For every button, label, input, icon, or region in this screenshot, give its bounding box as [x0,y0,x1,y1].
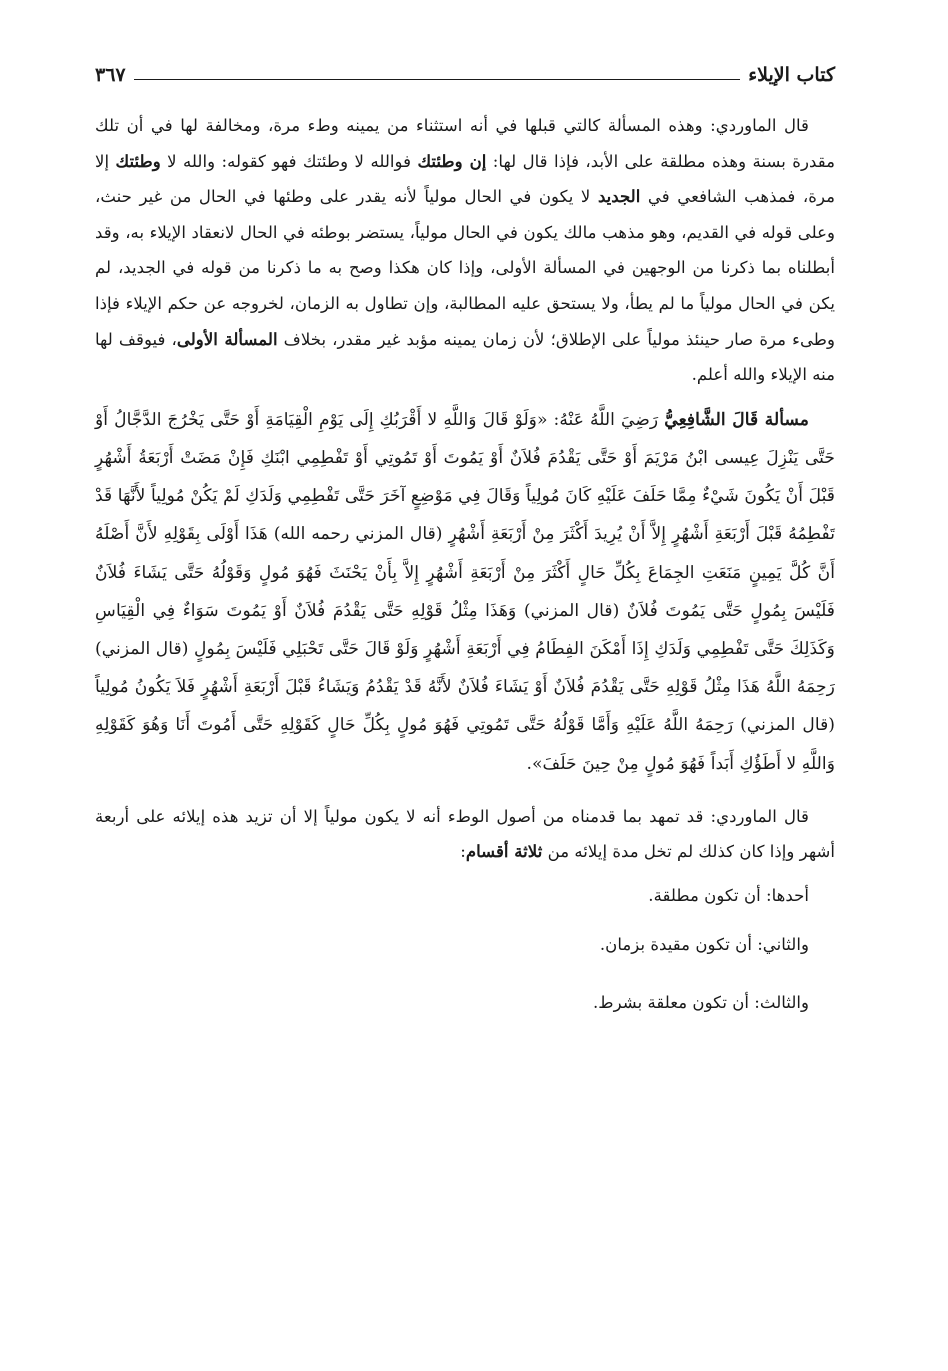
para1-mid-1: فوالله لا وطئتك فهو كقوله: والله لا [167,151,412,171]
item-text-second: : أن تكون مقيدة بزمان. [599,934,763,954]
para1-lead: قال الماوردي: وهذه المسألة كالتي قبلها في أنه استثناء من يمينه وطء مرة، ومخالفة لها في أن تلك مقدرة بسنة وهذه مطلقة على الأبد، فإذا قال لها: [95,116,835,171]
para3-lead: قال الماوردي: قد تمهد بما قدمناه من أصول الوطء أنه لا يكون مولياً إلا أن تزيد هذه إيلائه على أربعة أشهر وإذا كان كذلك لم تخل مدة إيلائه من [95,806,835,862]
para3-tail: : [460,842,466,862]
list-item [95,932,835,958]
item-label-first: أحدها [771,885,809,905]
book-title: كتاب الإيلاء [748,64,835,86]
item-text-first: : أن تكون مطلقة. [648,885,772,905]
paragraph-mawardi-1 [95,108,835,393]
para1-rest: لا يكون في الحال مولياً لأنه يقدر على وطئها في الحال من غير حنث، وعلى قوله في القديم، وهو مذهب مالك يكون في الحال مولياً، يستضر بوطئه في الحال لانعقاد الإيلاء به، وقد أبطلناه بما ذكرنا من الوجهين في المسألة الأولى، وإذا كان هكذا وصح به ما ذكرنا من قوله في الجديد، لم يكن في الحال مولياً ما لم يطأ، ولا يستحق عليه المطالبة، وإن تطاول به الزمان، لخروجه عن حكم الإيلاء فإذا وطىء مرة صار حينئذ مولياً على الإطلاق؛ لأن زمان يمينه مؤبد غير مقدر، بخلاف [95,187,835,349]
paragraph-mawardi-2 [95,799,835,870]
para1-bold-2: وطئتك [115,150,161,171]
para1-tail: ، فيوقف لها منه الإيلاء والله أعلم. [95,329,835,385]
issue-heading: مسألة قَالَ الشَّافِعِيُّ [664,409,809,430]
para3-bold: ثلاثة أقسام [465,841,543,862]
list-item [95,883,835,909]
paragraph-shafii-issue [95,401,835,783]
running-header [95,58,835,92]
para1-bold-4: المسألة الأولى [176,328,278,349]
document-page [95,58,835,1318]
issue-text: رَضِيَ اللَّهُ عَنْهُ: «وَلَوْ قَالَ وَاللَّهِ لا أَقْرَبُكِ إِلَى يَوْمِ الْقِيَامَةِ أَوْ حَتَّى يَخْرُجَ الدَّجَّالُ أَوْ حَتَّى يَنْزِلَ عِيسى ابْنُ مَرْيَمَ أَوْ حَتَّى يَقْدُمَ فُلاَنٌ أَوْ يَمُوتَ أَوْ تَمُوتِي أَوْ تَفْطِمِي ابْنَكِ فَإِنْ مَضَتْ أَرْبَعَةُ أَشْهُرٍ قَبْلَ أَنْ يَكُونَ شَيْءٌ مِمَّا حَلَفَ عَلَيْهِ كَانَ مُولِياً وَقَالَ فِي مَوْضِعٍ آخَرَ حَتَّى تَفْطِمِي وَلَدَكِ لَمْ يَكُنْ مُولِياً لأَنَّهَا قَدْ تَفْطِمُهُ قَبْلَ أَرْبَعَةِ أَشْهُرٍ إِلاَّ أَنْ يُرِيدَ أَكْثَرَ مِنْ أَرْبَعَةِ أَشْهُرٍ (قال المزني رحمه الله) هَذَا أَوْلَى بِقَوْلِهِ لأَنَّ أَصْلَهُ أَنَّ كُلَّ يَمِينٍ مَنَعَتِ الجِمَاعَ بِكُلِّ حَالٍ أَكْثَرَ مِنْ أَرْبَعَةِ أَشْهُرٍ إِلاَّ بِأَنْ يَحْنَثَ فَهُوَ مُولٍ وَقَوْلُهُ حَتَّى يَشَاءَ فُلاَنٌ فَلَيْسَ بِمُولٍ حَتَّى يَمُوتَ فُلاَنٌ (قال المزني) وَهَذَا مِثْلُ قَوْلِهِ حَتَّى يَقْدُمَ فُلاَنٌ أَوْ يَمُوتَ سَوَاءٌ فِي الْقِيَاسِ وَكَذَلِكَ حَتَّى تَفْطِمِي وَلَدَكِ إِذَا أَمْكَنَ الفِطَامُ فِي أَرْبَعَةِ أَشْهُرٍ وَلَوْ قَالَ حَتَّى تَحْبَلِي فَلَيْسَ بِمُولٍ (قال المزني) رَحِمَهُ اللَّهُ هَذَا مِثْلُ قَوْلِهِ حَتَّى يَقْدُمَ فُلاَنٌ أَوْ يَشَاءَ فُلاَنٌ لأَنَّهُ قَدْ يَقْدُمُ وَيَشَاءُ قَبْلَ أَرْبَعَةِ أَشْهُرٍ فَلاَ يَكُونُ مُولِياً (قال المزني) رَحِمَهُ اللَّهُ عَلَيْهِ وَأَمَّا قَوْلُهُ حَتَّى تَمُوتِي فَهُوَ مُولٍ بِكُلِّ حَالٍ كَقَوْلِهِ حَتَّى أَمُوتَ أَنَا وَهُوَ كَقَوْلِهِ وَاللَّهِ لا أَطَؤُكِ أَبَداً فَهُوَ مُولٍ مِنْ حِينَ حَلَفَ». [95,409,835,774]
header-rule [134,79,741,80]
item-label-second: والثاني [762,934,809,954]
item-label-third: والثالث [759,992,809,1012]
para1-mid-2: إلا مرة، فمذهب الشافعي في [95,151,835,207]
para1-bold-3: الجديد [597,186,641,207]
list-item [95,990,835,1016]
page-number: ٣٦٧ [95,64,126,86]
item-text-third: : أن تكون معلقة بشرط. [593,992,760,1012]
para1-bold-1: إن وطئتك [417,150,487,171]
